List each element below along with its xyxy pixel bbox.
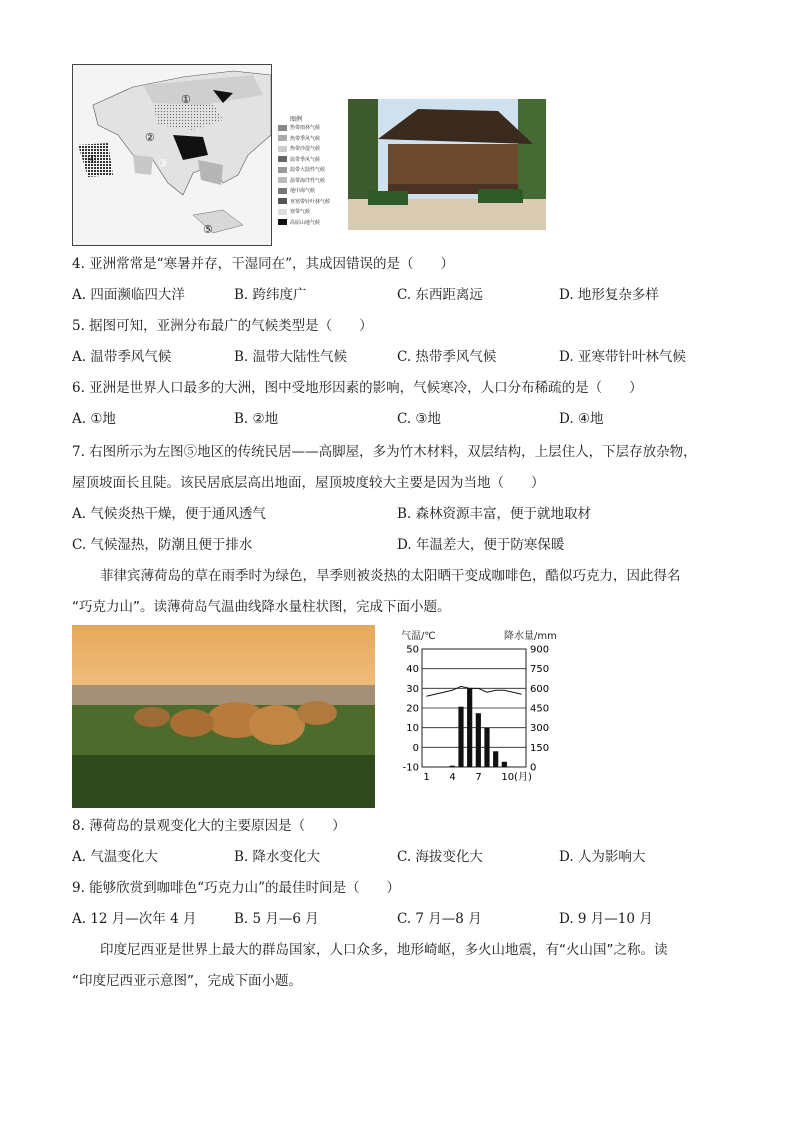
- chart-xtick-label: 1: [423, 772, 430, 783]
- chart-y2tick-label: 300: [530, 723, 550, 735]
- question-9-stem: 9. 能够欣赏到咖啡色“巧克力山”的最佳时间是（ ）: [72, 880, 400, 896]
- chart-y2label: 降水量/mm: [504, 631, 557, 642]
- legend-swatch: [278, 146, 287, 152]
- q9-option-a[interactable]: A. 12 月—次年 4 月: [72, 911, 197, 927]
- legend-label: 热带雨林气候: [290, 125, 321, 131]
- chart-ytick-label: 10: [406, 723, 419, 735]
- chart-y2tick-label: 600: [530, 683, 550, 695]
- q9-option-c[interactable]: C. 7 月—8 月: [397, 911, 482, 927]
- q4-option-a[interactable]: A. 四面濒临四大洋: [72, 287, 185, 303]
- map-legend-item: [278, 198, 330, 205]
- q5-option-a[interactable]: A. 温带季风气候: [72, 349, 172, 365]
- chart-xtick-label: 4: [449, 772, 456, 783]
- q5-option-c[interactable]: C. 热带季风气候: [397, 349, 497, 365]
- asia-climate-map: [72, 64, 272, 246]
- chart-ylabel: 气温/℃: [401, 631, 436, 642]
- q8-option-a[interactable]: A. 气温变化大: [72, 849, 158, 865]
- map-marker-4: ④: [87, 153, 97, 166]
- map-legend-item: [278, 219, 320, 226]
- chart-ytick-label: 50: [406, 644, 419, 656]
- legend-swatch: [278, 188, 287, 194]
- map-legend-title: 图例: [290, 116, 303, 123]
- legend-swatch: [278, 125, 287, 131]
- legend-label: 热带沙漠气候: [290, 146, 321, 152]
- intro-passage-2-line1: 印度尼西亚是世界上最大的群岛国家，人口众多，地形崎岖，多火山地震，有“火山国”之称。读: [100, 942, 668, 958]
- question-4-stem: 4. 亚洲常常是“寒暑并存，干湿同在”，其成因错误的是（ ）: [72, 256, 454, 272]
- q8-option-d[interactable]: D. 人为影响大: [559, 849, 646, 865]
- legend-label: 温带季风气候: [290, 156, 321, 163]
- map-marker-5: ⑤: [203, 223, 213, 236]
- legend-swatch: [278, 177, 287, 183]
- question-6-stem: 6. 亚洲是世界人口最多的大洲，图中受地形因素的影响，气候寒冷，人口分布稀疏的是（ ）: [72, 380, 643, 396]
- precipitation-bar: [476, 713, 481, 767]
- q7-option-c[interactable]: C. 气候湿热，防潮且便于排水: [72, 537, 253, 553]
- question-8-stem: 8. 薄荷岛的景观变化大的主要原因是（ ）: [72, 818, 346, 834]
- temperature-line: [426, 686, 521, 696]
- map-legend-item: [278, 177, 325, 184]
- q7-option-b[interactable]: B. 森林资源丰富，便于就地取材: [397, 506, 592, 522]
- legend-swatch: [278, 167, 287, 173]
- map-legend-item: [278, 124, 320, 131]
- map-legend-item: [278, 166, 325, 173]
- map-legend-item: [278, 156, 320, 163]
- intro-passage-1-line1: 菲律宾薄荷岛的草在雨季时为绿色，旱季则被炎热的太阳晒干变成咖啡色，酷似巧克力，因此得名: [100, 568, 681, 584]
- legend-swatch: [278, 219, 287, 225]
- map-marker-3: ③: [158, 157, 168, 170]
- precipitation-bar: [502, 762, 507, 767]
- chart-xtick-label: 10(月): [501, 772, 532, 783]
- chart-ytick-label: 30: [406, 683, 419, 695]
- question-5-stem: 5. 据图可知，亚洲分布最广的气候类型是（ ）: [72, 318, 373, 334]
- legend-label: 温带海洋性气候: [290, 177, 326, 184]
- q9-option-d[interactable]: D. 9 月—10 月: [559, 911, 653, 927]
- q4-option-b[interactable]: B. 跨纬度广: [234, 287, 307, 303]
- q7-option-a[interactable]: A. 气候炎热干燥，便于通风透气: [72, 506, 266, 522]
- chart-ytick-label: 40: [406, 664, 419, 676]
- q8-option-b[interactable]: B. 降水变化大: [234, 849, 321, 865]
- chart-y2tick-label: 750: [530, 664, 550, 676]
- precipitation-bar: [458, 707, 463, 767]
- question-7-stem: 7. 右图所示为左图⑤地区的传统民居——高脚屋，多为竹木材料，双层结构，上层住人，下层存放杂物，: [72, 444, 697, 460]
- chart-ytick-label: 20: [406, 703, 419, 715]
- map-marker-1: ①: [181, 93, 191, 106]
- chart-ytick-label: -10: [402, 762, 419, 774]
- q7-option-d[interactable]: D. 年温差大，便于防寒保暖: [397, 537, 565, 553]
- legend-swatch: [278, 135, 287, 141]
- q6-option-d[interactable]: D. ④地: [559, 411, 604, 427]
- chart-y2tick-label: 0: [530, 762, 537, 774]
- legend-swatch: [278, 198, 287, 204]
- legend-label: 温带大陆性气候: [290, 167, 326, 173]
- map-legend-item: [278, 145, 320, 152]
- legend-label: 亚寒带针叶林气候: [290, 198, 331, 205]
- legend-label: 热带季风气候: [290, 135, 321, 142]
- legend-label: 地中海气候: [290, 188, 316, 194]
- legend-label: 高原山地气候: [290, 219, 321, 226]
- precipitation-bar: [493, 751, 498, 767]
- bohol-climate-chart: [398, 627, 568, 787]
- precipitation-bar: [450, 766, 455, 767]
- question-7-stem-line2: 屋顶坡面长且陡。该民居底层高出地面，屋顶坡度较大主要是因为当地（ ）: [72, 475, 545, 491]
- chart-y2tick-label: 450: [530, 703, 550, 715]
- q4-option-d[interactable]: D. 地形复杂多样: [559, 287, 659, 303]
- q6-option-b[interactable]: B. ②地: [234, 411, 279, 427]
- chocolate-hills-photo: [72, 625, 375, 808]
- map-legend-item: [278, 187, 315, 194]
- q5-option-b[interactable]: B. 温带大陆性气候: [234, 349, 348, 365]
- legend-label: 寒带气候: [290, 209, 311, 215]
- intro-passage-1-line2: “巧克力山”。读薄荷岛气温曲线降水量柱状图，完成下面小题。: [72, 599, 451, 615]
- legend-swatch: [278, 209, 287, 215]
- chart-ytick-label: 0: [412, 742, 419, 754]
- legend-swatch: [278, 156, 287, 162]
- chart-y2tick-label: 150: [530, 742, 550, 754]
- chart-xtick-label: 7: [475, 772, 482, 783]
- map-legend-item: [278, 208, 310, 215]
- intro-passage-2-line2: “印度尼西亚示意图”，完成下面小题。: [72, 973, 302, 989]
- q4-option-c[interactable]: C. 东西距离远: [397, 287, 483, 303]
- q8-option-c[interactable]: C. 海拔变化大: [397, 849, 483, 865]
- precipitation-bar: [467, 688, 472, 767]
- precipitation-bar: [484, 728, 489, 767]
- map-marker-2: ②: [145, 131, 155, 144]
- q6-option-c[interactable]: C. ③地: [397, 411, 442, 427]
- q6-option-a[interactable]: A. ①地: [72, 411, 116, 427]
- stilt-house-photo: [348, 99, 546, 230]
- q9-option-b[interactable]: B. 5 月—6 月: [234, 911, 319, 927]
- q5-option-d[interactable]: D. 亚寒带针叶林气候: [559, 349, 686, 365]
- map-legend-item: [278, 135, 320, 142]
- chart-y2tick-label: 900: [530, 644, 550, 656]
